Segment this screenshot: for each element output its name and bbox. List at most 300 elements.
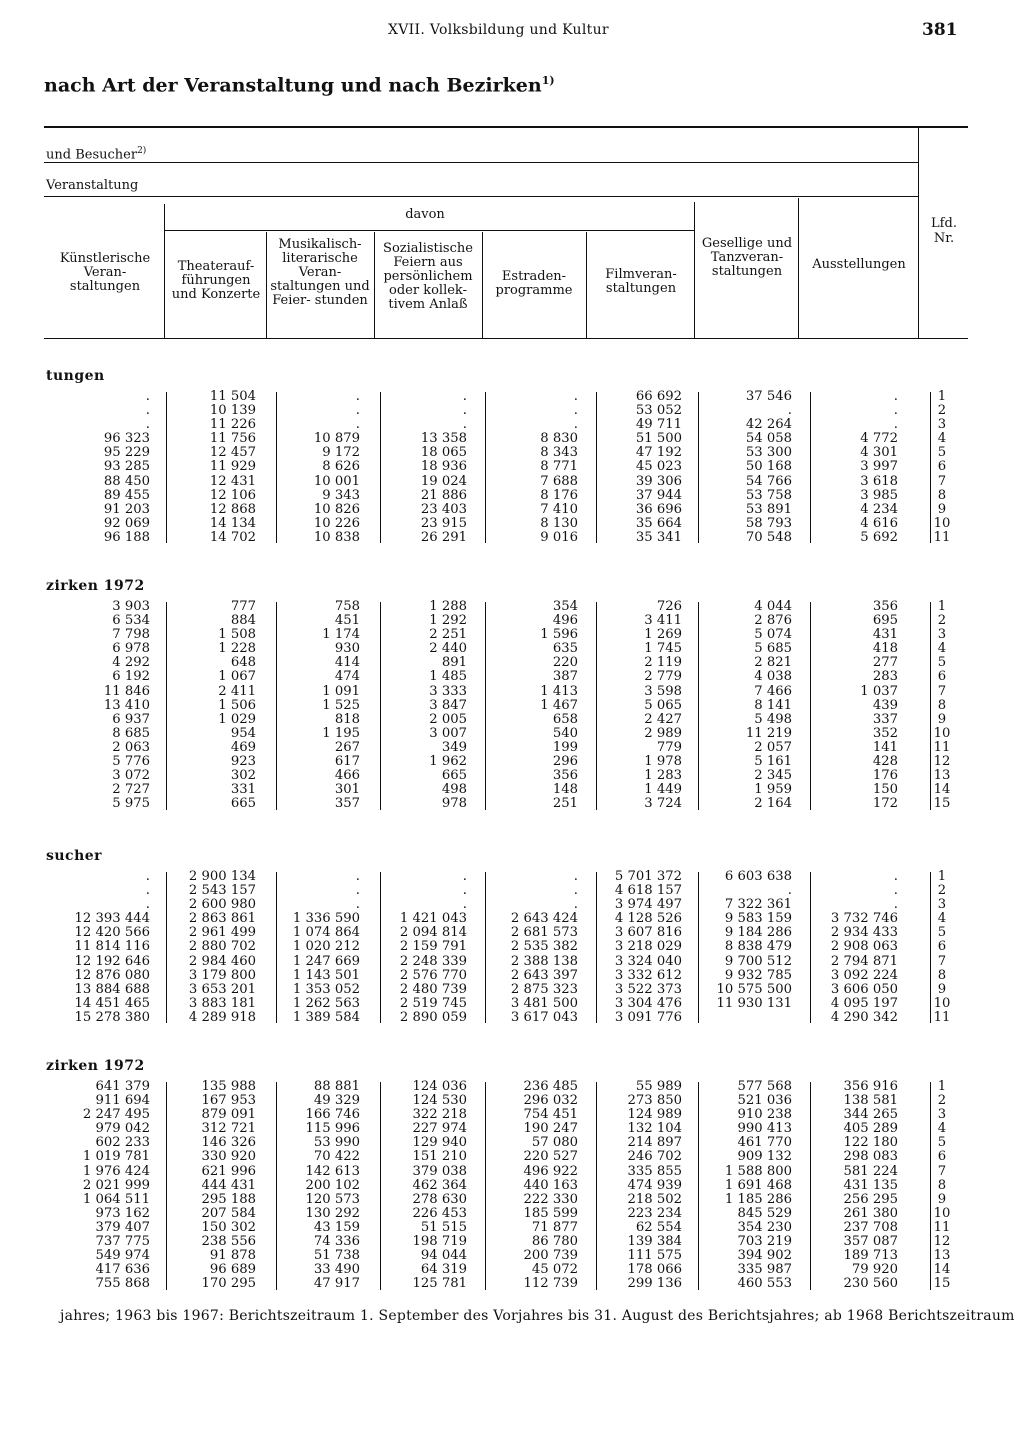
hdr-sep-1 <box>164 204 165 338</box>
table-cell: 4 290 342 <box>830 1009 898 1025</box>
table-cell: 230 560 <box>843 1276 898 1292</box>
header-rule-1 <box>44 162 918 163</box>
table-cell: 549 974 <box>95 1248 150 1264</box>
table-cell: 641 379 <box>95 1079 150 1094</box>
table-cell: 2 934 433 <box>830 925 898 941</box>
table-cell: . <box>893 389 898 404</box>
hdr-sep-4 <box>482 232 483 338</box>
table-cell: 726 <box>656 599 682 614</box>
table-cell: 357 <box>334 796 360 812</box>
column-theater <box>160 600 256 811</box>
table-cell: 54 058 <box>745 431 792 447</box>
column-film <box>582 1080 682 1291</box>
header-bottom-rule <box>44 338 968 339</box>
table-cell: 3 522 373 <box>614 981 682 997</box>
table-cell: 379 407 <box>95 1219 150 1235</box>
table-cell: 89 455 <box>103 487 150 503</box>
table-cell: 1 067 <box>218 669 256 685</box>
table-cell: 124 989 <box>627 1107 682 1123</box>
table-cell: 3 332 612 <box>614 967 682 983</box>
table-cell: 47 192 <box>635 445 682 461</box>
table-cell: 237 708 <box>843 1219 898 1235</box>
table-cell: 148 <box>552 782 578 798</box>
table-cell: 5 <box>937 445 947 461</box>
table-cell: 200 102 <box>305 1177 360 1193</box>
column-separator <box>380 602 381 810</box>
table-cell: 92 069 <box>103 515 150 531</box>
table-cell: 2 727 <box>112 782 150 798</box>
column-theater <box>160 1080 256 1291</box>
table-cell: . <box>462 389 467 404</box>
table-cell: 1 508 <box>218 627 256 643</box>
table-cell: . <box>145 417 150 433</box>
table-cell: 1 485 <box>429 669 467 685</box>
table-cell: 207 584 <box>201 1205 256 1221</box>
table-cell: 335 987 <box>737 1262 792 1278</box>
table-cell: 1 247 669 <box>292 953 360 969</box>
table-cell: 261 380 <box>843 1205 898 1221</box>
table-cell: 4 292 <box>112 655 150 671</box>
table-cell: 39 306 <box>635 473 682 489</box>
header-col-estraden: Estraden- programme <box>495 269 573 298</box>
title-footnote-mark: 1) <box>541 74 555 87</box>
column-separator <box>276 1082 277 1290</box>
table-cell: 648 <box>230 655 256 671</box>
table-cell: 199 <box>552 739 578 755</box>
table-cell: 879 091 <box>201 1107 256 1123</box>
table-cell: 356 <box>872 599 898 614</box>
table-cell: 439 <box>872 697 898 713</box>
table-cell: 2 057 <box>754 739 792 755</box>
column-separator <box>485 392 486 543</box>
table-cell: 37 944 <box>635 487 682 503</box>
table-cell: 6 603 638 <box>724 869 792 884</box>
header-col-film: Filmveran- staltungen <box>605 267 677 296</box>
table-cell: . <box>145 897 150 913</box>
table-cell: 1 262 563 <box>292 995 360 1011</box>
table-cell: 428 <box>872 754 898 770</box>
table-cell: 1 288 <box>429 599 467 614</box>
table-cell: 10 <box>933 995 951 1011</box>
column-separator <box>276 392 277 543</box>
table-cell: 14 <box>933 1262 951 1278</box>
table-cell: 79 920 <box>851 1262 898 1278</box>
table-cell: 2 388 138 <box>510 953 578 969</box>
table-cell: 13 884 688 <box>74 981 150 997</box>
table-cell: 96 323 <box>103 431 150 447</box>
table-cell: 278 630 <box>412 1191 467 1207</box>
table-cell: 23 915 <box>420 515 467 531</box>
table-cell: 8 <box>937 697 947 713</box>
table-cell: 8 130 <box>540 515 578 531</box>
table-cell: 37 546 <box>745 389 792 404</box>
table-cell: 256 295 <box>843 1191 898 1207</box>
table-cell: 1 195 <box>322 725 360 741</box>
table-cell: 2 779 <box>644 669 682 685</box>
table-cell: 10 575 500 <box>716 981 792 997</box>
table-cell: 460 553 <box>737 1276 792 1292</box>
table-cell: 10 001 <box>313 473 360 489</box>
table-cell: 296 032 <box>523 1093 578 1109</box>
table-cell: 91 878 <box>209 1248 256 1264</box>
table-cell: 1 596 <box>540 627 578 643</box>
table-cell: 4 <box>937 911 947 927</box>
table-cell: . <box>145 883 150 899</box>
table-cell: 8 838 479 <box>724 939 792 955</box>
table-cell: 58 793 <box>745 515 792 531</box>
table-cell: . <box>893 417 898 433</box>
table-cell: 2 600 980 <box>188 897 256 913</box>
table-cell: 349 <box>441 739 467 755</box>
header-lfd-nr: Lfd. Nr. <box>931 216 957 246</box>
table-cell: 129 940 <box>412 1135 467 1151</box>
table-cell: 3 974 497 <box>614 897 682 913</box>
table-cell: 2 480 739 <box>399 981 467 997</box>
table-cell: 141 <box>872 739 898 755</box>
column-separator <box>596 872 597 1023</box>
table-cell: 3 606 050 <box>830 981 898 997</box>
table-cell: 4 044 <box>754 599 792 614</box>
table-cell: 3 847 <box>429 697 467 713</box>
table-cell: 94 044 <box>420 1248 467 1264</box>
table-cell: 10 <box>933 1205 951 1221</box>
table-cell: 1 467 <box>540 697 578 713</box>
table-cell: 35 341 <box>635 529 682 545</box>
column-lfd-nr <box>922 870 962 1025</box>
table-cell: 222 330 <box>523 1191 578 1207</box>
table-cell: 3 218 029 <box>614 939 682 955</box>
table-cell: 11 219 <box>745 725 792 741</box>
table-cell: 2 005 <box>429 711 467 727</box>
table-cell: 910 238 <box>737 1107 792 1123</box>
table-cell: . <box>787 403 792 419</box>
table-cell: 11 504 <box>209 389 256 404</box>
table-cell: 1 292 <box>429 613 467 629</box>
column-estraden <box>478 390 578 545</box>
column-separator <box>810 602 811 810</box>
table-cell: 3 653 201 <box>188 981 256 997</box>
table-cell: 2 863 861 <box>188 911 256 927</box>
table-cell: 1 074 864 <box>292 925 360 941</box>
table-cell: 47 917 <box>313 1276 360 1292</box>
table-cell: 12 192 646 <box>74 953 150 969</box>
table-cell: 451 <box>334 613 360 629</box>
header-col-ausstellungen: Ausstellungen <box>812 257 906 272</box>
table-cell: 53 891 <box>745 501 792 517</box>
header-col-kuenstlerische: Künstlerische Veran- staltungen <box>59 251 151 294</box>
table-cell: 167 953 <box>201 1093 256 1109</box>
column-film <box>582 390 682 545</box>
table-cell: 2 543 157 <box>188 883 256 899</box>
table-cell: 220 527 <box>523 1149 578 1165</box>
table-cell: 2 576 770 <box>399 967 467 983</box>
table-cell: 9 343 <box>322 487 360 503</box>
table-cell: 9 184 286 <box>724 925 792 941</box>
table-cell: 5 975 <box>112 796 150 812</box>
table-cell: 1 020 212 <box>292 939 360 955</box>
table-cell: 3 <box>937 897 947 913</box>
table-title <box>44 74 555 96</box>
table-cell: 3 092 224 <box>830 967 898 983</box>
table-cell: 1 389 584 <box>292 1009 360 1025</box>
column-gesellige <box>686 870 792 1025</box>
table-cell: 2 900 134 <box>188 869 256 884</box>
table-cell: 115 996 <box>305 1121 360 1137</box>
table-cell: 444 431 <box>201 1177 256 1193</box>
column-separator <box>276 602 277 810</box>
page-number: 381 <box>922 20 958 40</box>
table-cell: . <box>355 869 360 884</box>
table-cell: 1 <box>937 389 947 404</box>
table-cell: 2 821 <box>754 655 792 671</box>
table-cell: 4 128 526 <box>614 911 682 927</box>
column-film <box>582 870 682 1025</box>
table-cell: 2 345 <box>754 768 792 784</box>
table-cell: 13 410 <box>103 697 150 713</box>
column-separator <box>698 872 699 1023</box>
table-cell: . <box>462 417 467 433</box>
table-cell: 71 877 <box>531 1219 578 1235</box>
table-cell: 1 959 <box>754 782 792 798</box>
header-col-theater: Theaterauf- führungen und Konzerte <box>171 259 261 302</box>
table-cell: 540 <box>552 725 578 741</box>
table-cell: . <box>145 869 150 884</box>
table-cell: 12 431 <box>209 473 256 489</box>
table-cell: 277 <box>872 655 898 671</box>
table-cell: 112 739 <box>523 1276 578 1292</box>
table-cell: 3 903 <box>112 599 150 614</box>
table-cell: 2 876 <box>754 613 792 629</box>
table-cell: 11 <box>933 739 951 755</box>
table-cell: 9 583 159 <box>724 911 792 927</box>
table-cell: 88 450 <box>103 473 150 489</box>
table-cell: . <box>462 897 467 913</box>
table-cell: 166 746 <box>305 1107 360 1123</box>
table-cell: 474 939 <box>627 1177 682 1193</box>
table-cell: 33 490 <box>313 1262 360 1278</box>
table-cell: 5 074 <box>754 627 792 643</box>
table-cell: 15 <box>933 1276 951 1292</box>
table-cell: 4 772 <box>860 431 898 447</box>
table-cell: 394 902 <box>737 1248 792 1264</box>
table-cell: . <box>462 883 467 899</box>
table-cell: 18 065 <box>420 445 467 461</box>
table-cell: 2 961 499 <box>188 925 256 941</box>
table-cell: 335 855 <box>627 1163 682 1179</box>
table-cell: 1 336 590 <box>292 911 360 927</box>
table-cell: 5 701 372 <box>614 869 682 884</box>
table-cell: 979 042 <box>95 1121 150 1137</box>
table-cell: 6 192 <box>112 669 150 685</box>
table-cell: 14 134 <box>209 515 256 531</box>
table-cell: 238 556 <box>201 1234 256 1250</box>
table-cell: 521 036 <box>737 1093 792 1109</box>
table-cell: . <box>145 403 150 419</box>
table-cell: 170 295 <box>201 1276 256 1292</box>
section-label-3: sucher <box>46 848 103 864</box>
table-cell: 7 <box>937 683 947 699</box>
header-row-veranstaltung: Veranstaltung <box>46 178 139 193</box>
table-cell: 1 <box>937 599 947 614</box>
table-cell: 12 457 <box>209 445 256 461</box>
table-cell: 62 554 <box>635 1219 682 1235</box>
table-cell: 923 <box>230 754 256 770</box>
table-cell: 431 135 <box>843 1177 898 1193</box>
hdr-sep-7 <box>798 198 799 338</box>
table-cell: 35 664 <box>635 515 682 531</box>
table-cell: 755 868 <box>95 1276 150 1292</box>
table-cell: 9 700 512 <box>724 953 792 969</box>
table-cell: 124 036 <box>412 1079 467 1094</box>
table-cell: 51 515 <box>420 1219 467 1235</box>
table-cell: 8 830 <box>540 431 578 447</box>
header-rule-2 <box>44 196 918 197</box>
table-cell: 1 <box>937 869 947 884</box>
table-cell: . <box>573 869 578 884</box>
table-cell: 55 989 <box>635 1079 682 1094</box>
table-cell: 10 879 <box>313 431 360 447</box>
table-cell: 2 094 814 <box>399 925 467 941</box>
column-separator <box>166 872 167 1023</box>
column-theater <box>160 870 256 1025</box>
table-cell: 64 319 <box>420 1262 467 1278</box>
table-cell: 51 738 <box>313 1248 360 1264</box>
table-cell: 3 324 040 <box>614 953 682 969</box>
table-cell: 2 989 <box>644 725 682 741</box>
table-cell: 299 136 <box>627 1276 682 1292</box>
column-separator <box>596 392 597 543</box>
column-kuenstlerische <box>40 600 150 811</box>
table-cell: 2 643 397 <box>510 967 578 983</box>
table-cell: 18 936 <box>420 459 467 475</box>
table-cell: 8 626 <box>322 459 360 475</box>
table-cell: 779 <box>656 739 682 755</box>
column-separator <box>698 392 699 543</box>
table-cell: 3 724 <box>644 796 682 812</box>
table-cell: 1 506 <box>218 697 256 713</box>
table-cell: 273 850 <box>627 1093 682 1109</box>
table-cell: 66 692 <box>635 389 682 404</box>
table-cell: 354 230 <box>737 1219 792 1235</box>
header-davon: davon <box>405 207 445 222</box>
table-cell: 1 745 <box>644 641 682 657</box>
table-cell: 2 643 424 <box>510 911 578 927</box>
column-separator <box>485 1082 486 1290</box>
table-cell: 3 481 500 <box>510 995 578 1011</box>
table-cell: 26 291 <box>420 529 467 545</box>
table-cell: 10 226 <box>313 515 360 531</box>
table-cell: . <box>893 403 898 419</box>
table-cell: 8 771 <box>540 459 578 475</box>
table-cell: 758 <box>334 599 360 614</box>
table-cell: 5 <box>937 655 947 671</box>
table-cell: . <box>573 883 578 899</box>
table-cell: 737 775 <box>95 1234 150 1250</box>
table-cell: 331 <box>230 782 256 798</box>
table-cell: 2 251 <box>429 627 467 643</box>
column-ausstellungen <box>798 870 898 1025</box>
table-cell: 4 234 <box>860 501 898 517</box>
table-cell: 2 984 460 <box>188 953 256 969</box>
column-separator <box>485 872 486 1023</box>
table-cell: 53 300 <box>745 445 792 461</box>
table-cell: 1 283 <box>644 768 682 784</box>
table-cell: 91 203 <box>103 501 150 517</box>
table-cell: 973 162 <box>95 1205 150 1221</box>
table-cell: 7 798 <box>112 627 150 643</box>
column-lfd-nr <box>922 1080 962 1291</box>
table-cell: 1 037 <box>860 683 898 699</box>
table-cell: 6 534 <box>112 613 150 629</box>
table-cell: 9 932 785 <box>724 967 792 983</box>
column-separator <box>596 602 597 810</box>
table-cell: 3 617 043 <box>510 1009 578 1025</box>
header-row-besucher-text: und Besucher <box>46 147 138 163</box>
table-cell: 8 176 <box>540 487 578 503</box>
table-cell: 139 384 <box>627 1234 682 1250</box>
table-cell: 11 <box>933 1219 951 1235</box>
table-cell: 11 <box>933 1009 951 1025</box>
table-cell: 312 721 <box>201 1121 256 1137</box>
table-cell: 5 685 <box>754 641 792 657</box>
table-cell: 3 007 <box>429 725 467 741</box>
column-ausstellungen <box>798 1080 898 1291</box>
table-cell: 930 <box>334 641 360 657</box>
table-cell: 13 358 <box>420 431 467 447</box>
table-cell: 3 <box>937 1107 947 1123</box>
table-cell: 2 <box>937 613 947 629</box>
table-cell: 132 104 <box>627 1121 682 1137</box>
table-cell: 1 588 800 <box>724 1163 792 1179</box>
table-cell: 496 922 <box>523 1163 578 1179</box>
column-separator <box>930 602 931 810</box>
table-cell: 9 016 <box>540 529 578 545</box>
table-cell: . <box>573 417 578 433</box>
davon-rule <box>164 230 694 231</box>
table-cell: 9 172 <box>322 445 360 461</box>
column-separator <box>810 392 811 543</box>
table-cell: . <box>355 389 360 404</box>
table-cell: . <box>355 417 360 433</box>
table-cell: 172 <box>872 796 898 812</box>
section-label-1: tungen <box>46 368 105 384</box>
table-cell: 13 <box>933 768 951 784</box>
table-cell: 45 023 <box>635 459 682 475</box>
column-separator <box>380 1082 381 1290</box>
table-cell: 220 <box>552 655 578 671</box>
table-cell: 7 <box>937 953 947 969</box>
table-cell: . <box>355 883 360 899</box>
table-cell: 9 <box>937 981 947 997</box>
footnote: jahres; 1963 bis 1967: Berichtszeitraum 1. September des Vorjahres bis 31. August des Berichtsjahres; ab 1968 Berichtszeitraum <box>60 1308 1015 1324</box>
table-cell: . <box>893 883 898 899</box>
column-separator <box>698 602 699 810</box>
table-cell: 50 168 <box>745 459 792 475</box>
table-cell: 12 <box>933 754 951 770</box>
table-cell: 1 <box>937 1079 947 1094</box>
column-separator <box>810 1082 811 1290</box>
table-cell: 1 091 <box>322 683 360 699</box>
column-separator <box>930 1082 931 1290</box>
table-cell: 120 573 <box>305 1191 360 1207</box>
column-musikalisch <box>260 870 360 1025</box>
table-cell: 3 883 181 <box>188 995 256 1011</box>
table-cell: 10 <box>933 515 951 531</box>
table-cell: 884 <box>230 613 256 629</box>
column-musikalisch <box>260 600 360 811</box>
table-cell: 954 <box>230 725 256 741</box>
table-cell: 1 353 052 <box>292 981 360 997</box>
